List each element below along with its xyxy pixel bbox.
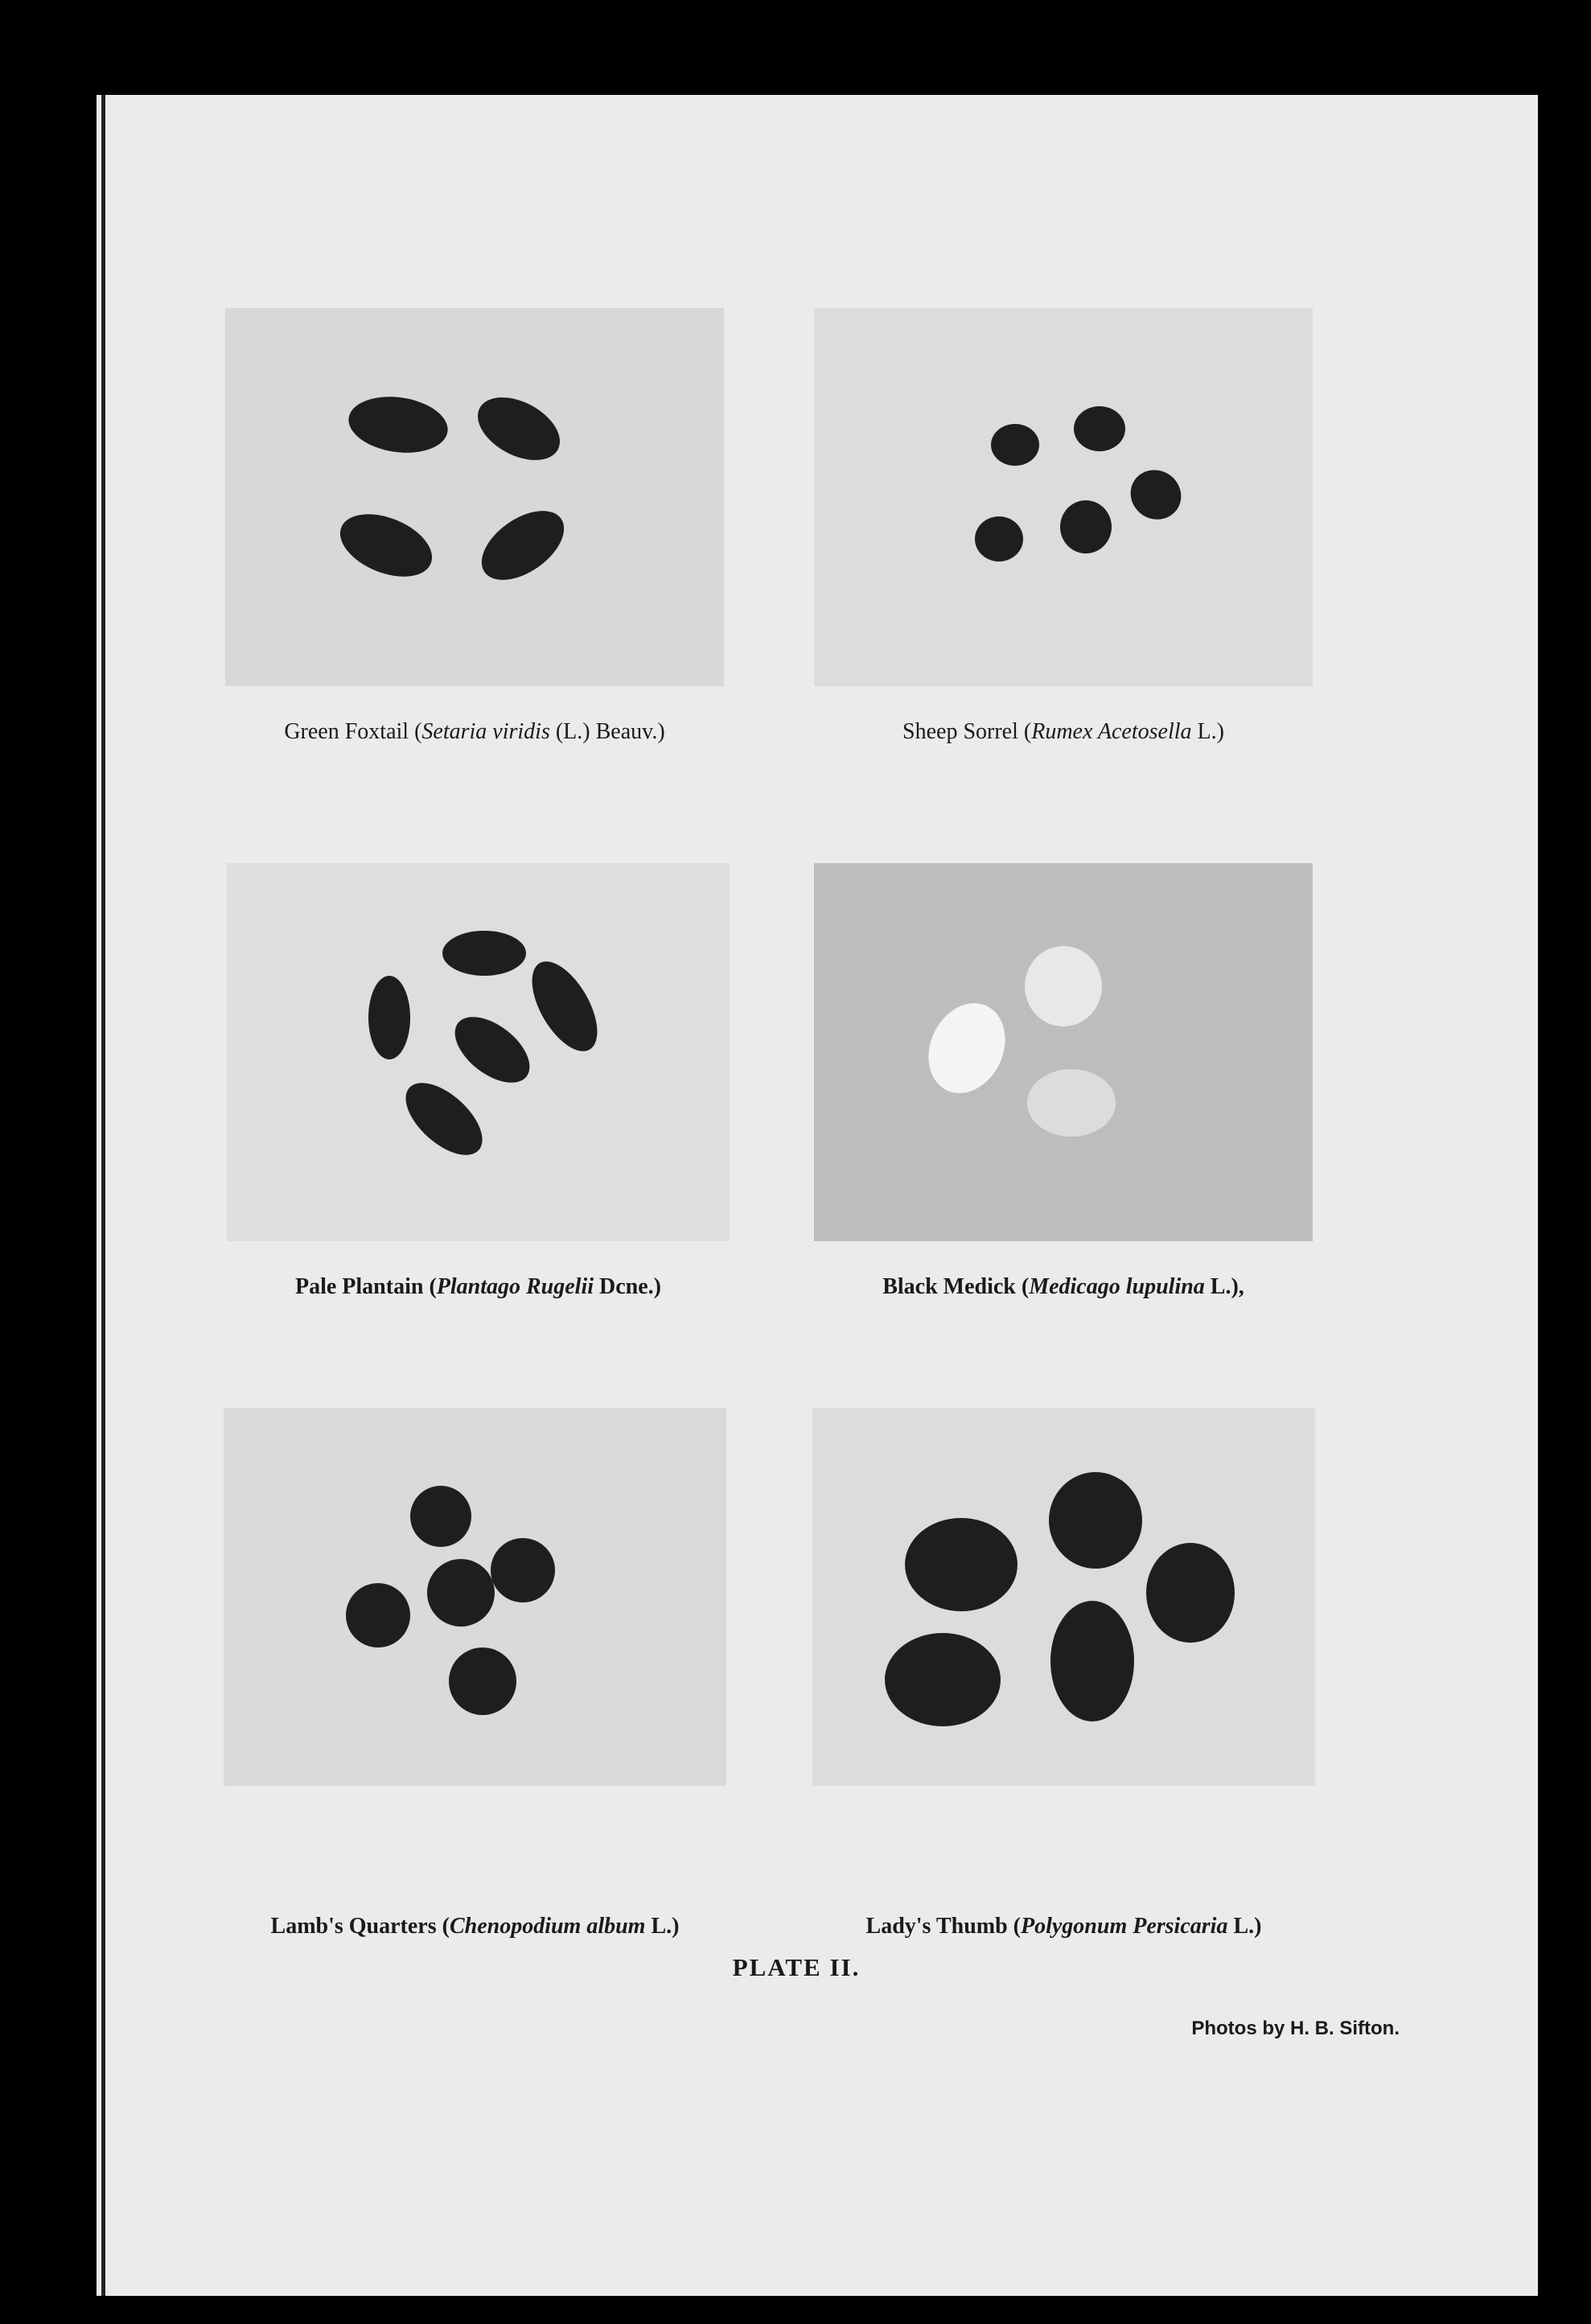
photo-ladys-thumb [812,1408,1315,1786]
caption-green-foxtail [225,718,724,746]
photo-pale-plantain [227,863,730,1241]
scientific-name: Medicago lupulina [1029,1274,1205,1299]
bracket: ( [1018,719,1032,744]
seed [346,1583,410,1647]
common-name: Sheep Sorrel [902,719,1018,744]
seed [1146,1543,1235,1643]
bracket: ( [423,1274,437,1299]
bracket: ( [436,1914,450,1939]
authority: Dcne.) [594,1274,661,1299]
authority: L.) [645,1914,680,1939]
common-name: Lamb's Quarters [270,1914,437,1939]
seed [905,1518,1018,1611]
authority: L.) [1227,1914,1262,1939]
scientific-name: Rumex Acetosella [1031,719,1192,744]
common-name: Black Medick [882,1274,1016,1299]
caption-black-medick [814,1273,1313,1301]
plate-title: PLATE II. [732,1953,861,1981]
caption-ladys-thumb [812,1913,1315,1940]
seed [1027,1069,1116,1137]
authority: L.), [1204,1274,1244,1299]
seed [1025,946,1102,1026]
caption-lambs-quarters [224,1913,726,1940]
seed [975,516,1023,561]
seed [991,424,1039,466]
seed [1050,1601,1134,1721]
bracket: ( [409,719,422,744]
caption-pale-plantain [227,1273,730,1301]
authority: L.) [1191,719,1224,744]
seed [1074,406,1125,451]
page-fold-line [101,95,105,2296]
common-name: Lady's Thumb [865,1914,1008,1939]
bracket: ( [1015,1274,1030,1299]
caption-sheep-sorrel [814,718,1313,746]
bracket: ( [1007,1914,1021,1939]
common-name: Green Foxtail [284,719,409,744]
seed [449,1647,516,1715]
plate-page [97,95,1538,2296]
photo-sheep-sorrel [814,308,1313,686]
authority: (L.) Beauv.) [549,719,665,744]
seed [410,1486,471,1547]
photo-lambs-quarters [224,1408,726,1786]
seed [442,931,526,976]
seed [885,1633,1001,1726]
photo-credit: Photos by H. B. Sifton. [1191,2018,1400,2039]
scientific-name: Chenopodium album [449,1914,646,1939]
seed [491,1538,555,1602]
scientific-name: Polygonum Persicaria [1021,1914,1228,1939]
photo-black-medick [814,863,1313,1241]
seed [368,976,410,1059]
common-name: Pale Plantain [294,1274,424,1299]
seed [427,1559,495,1627]
photo-green-foxtail [225,308,724,686]
seed [1060,500,1112,553]
scientific-name: Plantago Rugelii [436,1274,594,1299]
seed [1049,1472,1142,1569]
scientific-name: Setaria viridis [421,719,550,744]
